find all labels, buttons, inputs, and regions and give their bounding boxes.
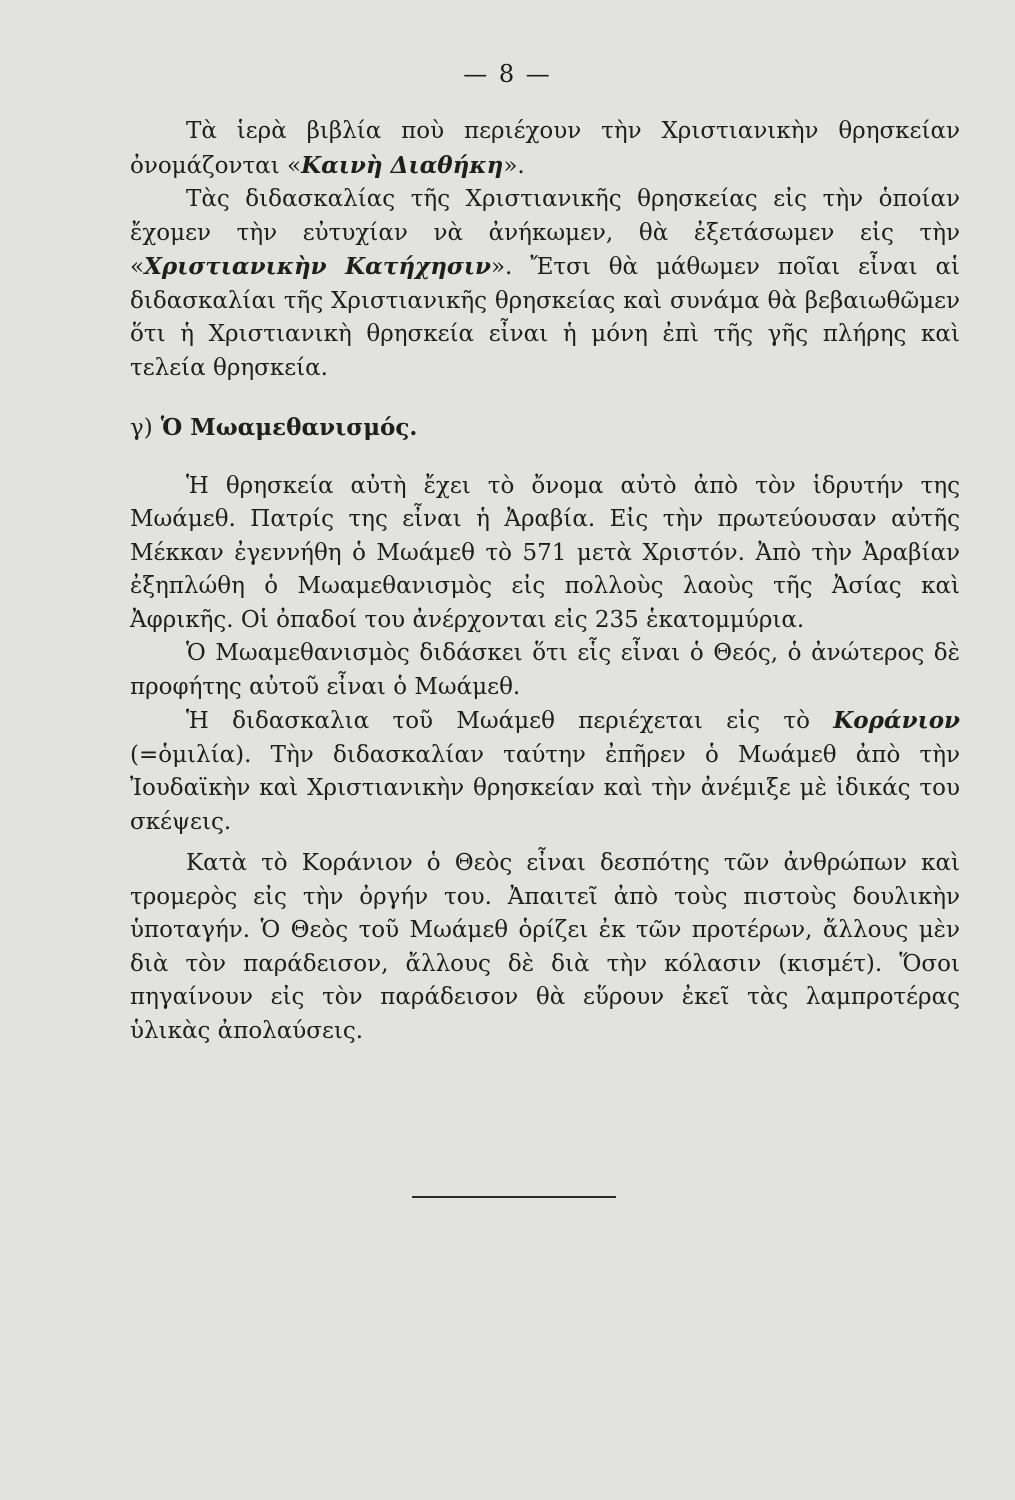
- paragraph-text: Τὰς διδασκαλίας τῆς Χριστιανικῆς θρησκείας εἰς τὴν ὁποίαν ἔχομεν τὴν εὐτυχίαν νὰ ἀνήκωμεν, θὰ ἐξετάσωμεν εἰς τὴν «: [130, 186, 960, 280]
- paragraph-islam-origin: Ἡ θρησκεία αὐτὴ ἔχει τὸ ὄνομα αὐτὸ ἀπὸ τὸν ἱδρυτήν της Μωάμεθ. Πατρίς της εἶναι ἡ Ἀραβία. Εἰς τὴν πρωτεύουσαν αὐτῆς Μέκκαν ἐγεννήθη ὁ Μωάμεθ τὸ 571 μετὰ Χριστόν. Ἀπὸ τὴν Ἀραβίαν ἐξηπλώθη ὁ Μωαμεθανισμὸς εἰς πολλοὺς λαοὺς τῆς Ἀσίας καὶ Ἀφρικῆς. Οἱ ὀπαδοί του ἀνέρχονται εἰς 235 ἑκατομμύρια.: [130, 472, 960, 633]
- section-title: Ὁ Μωαμεθανισμός.: [160, 414, 418, 441]
- emphasized-title: Καινὴ Διαθήκη: [301, 151, 504, 179]
- paragraph-koran-god: Κατὰ τὸ Κοράνιον ὁ Θεὸς εἶναι δεσπότης τῶν ἀνθρώπων καὶ τρομερὸς εἰς τὴν ὀργήν του. Ἀπαιτεῖ ἀπὸ τοὺς πιστοὺς δουλικὴν ὑποταγήν. Ὁ Θεὸς τοῦ Μωάμεθ ὁρίζει ἐκ τῶν προτέρων, ἄλλους μὲν διὰ τὸν παράδεισον, ἄλλους δὲ διὰ τὴν κόλασιν (κισμέτ). Ὅσοι πηγαίνουν εἰς τὸν παράδεισον θὰ εὕρουν ἐκεῖ τὰς λαμπροτέρας ὑλικὰς ἀπολαύσεις.: [130, 850, 960, 1044]
- paragraph-text: ». Ἔτσι θὰ μάθωμεν ποῖαι εἶναι αἱ διδασκαλίαι τῆς Χριστιανικῆς θρησκείας καὶ συνάμα θὰ βεβαιωθῶμεν ὅτι ἡ Χριστιανικὴ θρησκεία εἶναι ἡ μόνη ἐπὶ τῆς γῆς πλήρης καὶ τελεία θρησκεία.: [130, 254, 960, 381]
- paragraph-text: (=ὁμιλία). Τὴν διδασκαλίαν ταύτην ἐπῆρεν ὁ Μωάμεθ ἀπὸ τὴν Ἰουδαϊκὴν καὶ Χριστιανικὴν θρησκείαν καὶ τὴν ἀνέμιξε μὲ ἰδικάς του σκέψεις.: [130, 741, 960, 835]
- page-number: — 8 —: [463, 60, 552, 88]
- emphasized-title: Κοράνιον: [833, 707, 960, 734]
- paragraph-text: ».: [503, 152, 525, 179]
- section-heading: [130, 411, 960, 446]
- paragraph-koran: [130, 704, 960, 839]
- paragraph-text: Ἡ διδασκαλια τοῦ Μωάμεθ περιέχεται εἰς τὸ: [186, 708, 834, 734]
- section-letter: γ): [130, 415, 153, 441]
- paragraph-catechism: [130, 183, 960, 385]
- paragraph-islam-teaching: Ὁ Μωαμεθανισμὸς διδάσκει ὅτι εἷς εἶναι ὁ Θεός, ὁ ἀνώτερος δὲ προφήτης αὐτοῦ εἶναι ὁ Μωάμεθ.: [130, 640, 960, 700]
- emphasized-title: Χριστιανικὴν Κατήχησιν: [144, 253, 491, 280]
- page-body: [130, 115, 960, 1048]
- paragraph-holy-books: [130, 115, 960, 183]
- paragraph-text: Τὰ ἱερὰ βιβλία ποὺ περιέχουν τὴν Χριστιανικὴν θρησκείαν ὀνομάζονται «: [130, 118, 960, 179]
- end-rule: [412, 1196, 616, 1198]
